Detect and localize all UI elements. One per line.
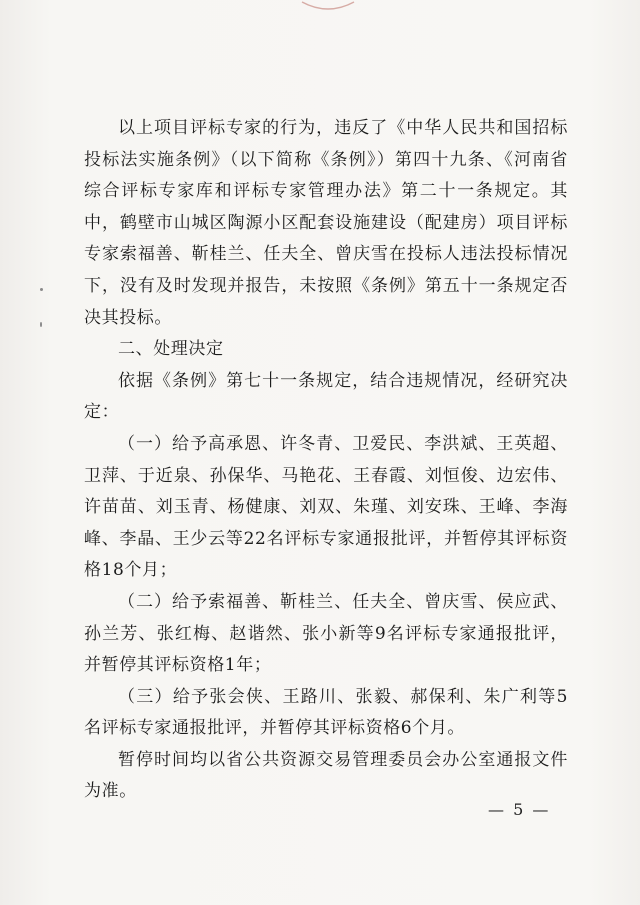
decision-item-2: （二）给予索福善、靳桂兰、任夫全、曾庆雪、侯应武、孙兰芳、张红梅、赵谐然、张小新等9名评标专家通报批评，并暂停其评标资格1年； <box>84 591 568 676</box>
scan-speck <box>40 288 43 291</box>
seal-stamp-remnant <box>298 0 358 14</box>
document-body <box>84 113 568 808</box>
page-number: — 5 — <box>488 800 551 819</box>
body-paragraph: 以上项目评标专家的行为，违反了《中华人民共和国招标投标法实施条例》（以下简称《条例》）第四十九条、《河南省综合评标专家库和评标专家管理办法》第二十一条规定。其中，鹤壁市山城区陶源小区配套设施建设（配建房）项目评标专家索福善、靳桂兰、任夫全、曾庆雪在投标人违法投标情况下，没有及时发现并报告，未按照《条例》第五十一条规定否决其投标。 <box>84 118 568 328</box>
scan-speck <box>40 322 42 327</box>
closing-paragraph: 暂停时间均以省公共资源交易管理委员会办公室通报文件为准。 <box>84 749 568 802</box>
section-heading: 二、处理决定 <box>118 339 224 360</box>
decision-intro: 依据《条例》第七十一条规定，结合违规情况，经研究决定： <box>84 370 568 423</box>
decision-item-1: （一）给予高承恩、许冬青、卫爱民、李洪斌、王英超、卫萍、于近泉、孙保华、马艳花、王春霞、刘恒俊、边宏伟、许苗苗、刘玉青、杨健康、刘双、朱瑾、刘安珠、王峰、李海峰、李晶、王少云等22名评标专家通报批评，并暂停其评标资格18个月； <box>84 433 568 581</box>
decision-item-3: （三）给予张会侠、王路川、张毅、郝保利、朱广利等5名评标专家通报批评，并暂停其评标资格6个月。 <box>84 686 568 739</box>
